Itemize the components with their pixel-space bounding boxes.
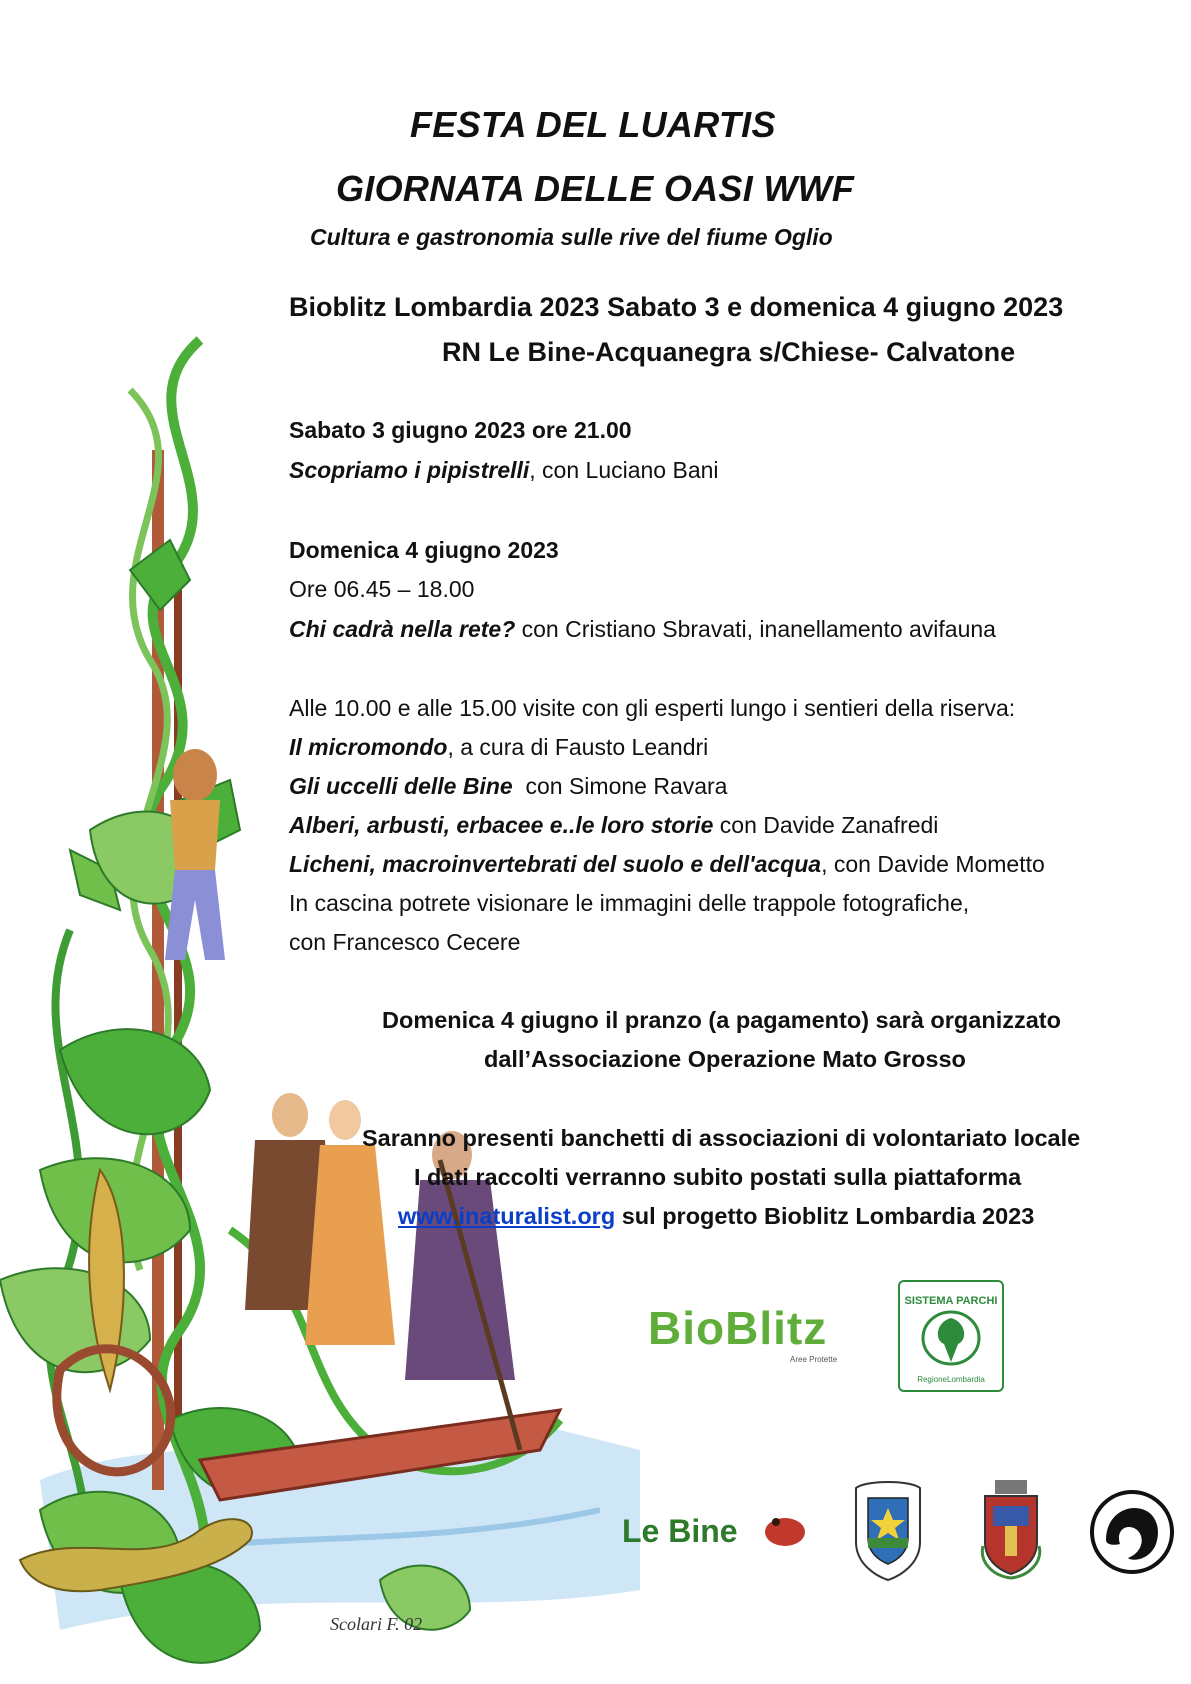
activity-title: Chi cadrà nella rete? xyxy=(289,616,516,642)
subtitle: Cultura e gastronomia sulle rive del fiume Oglio xyxy=(310,224,833,250)
visit-host: , a cura di Fausto Leandri xyxy=(447,734,709,760)
frog-icon xyxy=(765,1518,805,1546)
calvatone-crest-icon xyxy=(846,1478,930,1582)
visit-title: Il micromondo xyxy=(289,734,448,760)
sunday-date: Domenica 4 giugno 2023 xyxy=(289,537,559,563)
le-bine-logo xyxy=(620,1500,810,1560)
sistema-parchi-emblem xyxy=(900,1282,1002,1390)
visits-intro: Alle 10.00 e alle 15.00 visite con gli esperti lungo i sentieri della riserva: xyxy=(289,695,1016,721)
climbing-figure xyxy=(165,749,225,960)
visit-item xyxy=(289,733,708,761)
lunch-line: Domenica 4 giugno il pranzo (a pagamento) sarà organizzato xyxy=(382,1007,1061,1033)
parchi-logo-subtext: RegioneLombardia xyxy=(917,1375,985,1384)
project-text: sul progetto Bioblitz Lombardia 2023 xyxy=(615,1203,1035,1229)
bioblitz-logo-text: BioBlitz xyxy=(648,1302,828,1354)
visit-host: con Davide Zanafredi xyxy=(713,812,939,838)
wwf-panda-logo xyxy=(1088,1488,1176,1576)
visit-title: Gli uccelli delle Bine xyxy=(289,773,513,799)
data-line: I dati raccolti verranno subito postati sulla piattaforma xyxy=(414,1164,1022,1190)
visit-host: con Simone Ravara xyxy=(512,773,728,799)
bioblitz-logo-subtext: Aree Protette xyxy=(790,1355,838,1364)
second-title: GIORNATA DELLE OASI WWF xyxy=(336,168,855,209)
saturday-date: Sabato 3 giugno 2023 ore 21.00 xyxy=(289,417,632,443)
activity-host: con Cristiano Sbravati, inanellamento avifauna xyxy=(515,616,996,642)
artist-signature: Scolari F. 02 xyxy=(330,1614,423,1634)
cascina-line: In cascina potrete visionare le immagini delle trappole fotografiche, xyxy=(289,890,970,916)
visit-item xyxy=(289,772,727,800)
visit-title: Alberi, arbusti, erbacee e..le loro storie xyxy=(289,812,714,838)
visit-item xyxy=(289,850,1045,878)
le-bine-logo-text: Le Bine xyxy=(622,1513,738,1549)
inaturalist-link[interactable]: www.inaturalist.org xyxy=(398,1203,616,1229)
event-location: RN Le Bine-Acquanegra s/Chiese- Calvatone xyxy=(442,337,1016,367)
activity-host: , con Luciano Bani xyxy=(529,457,719,483)
lunch-organizer: dall’Associazione Operazione Mato Grosso xyxy=(484,1046,966,1072)
acquanegra-crest-icon xyxy=(975,1476,1047,1580)
bioblitz-logo xyxy=(640,1290,850,1370)
activity-title: Scopriamo i pipistrelli xyxy=(289,457,530,483)
sistema-parchi-logo xyxy=(898,1280,1004,1392)
saturday-activity xyxy=(289,456,719,484)
main-title: FESTA DEL LUARTIS xyxy=(410,104,776,145)
project-line xyxy=(398,1202,1034,1230)
sunday-hours: Ore 06.45 – 18.00 xyxy=(289,576,475,602)
stalls-line: Saranno presenti banchetti di associazioni di volontariato locale xyxy=(362,1125,1081,1151)
parchi-logo-text: SISTEMA PARCHI xyxy=(904,1295,998,1307)
visit-host: , con Davide Mometto xyxy=(821,851,1045,877)
cascina-host: con Francesco Cecere xyxy=(289,929,521,955)
net-activity xyxy=(289,615,996,643)
event-dates: Bioblitz Lombardia 2023 Sabato 3 e domenica 4 giugno 2023 xyxy=(289,292,1064,322)
visit-item xyxy=(289,811,938,839)
visit-title: Licheni, macroinvertebrati del suolo e dell'acqua xyxy=(289,851,822,877)
